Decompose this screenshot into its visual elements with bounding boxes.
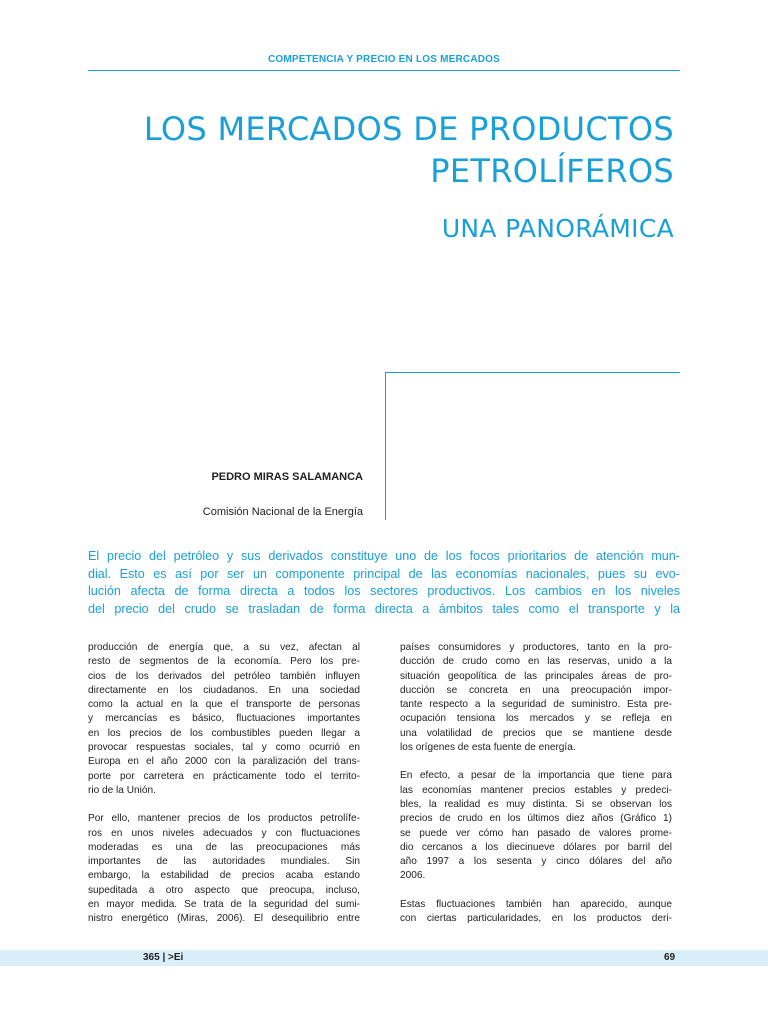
author-box-top-rule: [385, 372, 680, 373]
body-line: los orígenes de esta fuente de energía.: [400, 742, 576, 754]
body-line: 2006.: [400, 870, 426, 882]
body-line: Por ello, mantener precios de los productos petrolífe-: [88, 813, 360, 825]
body-line: embargo, la estabilidad de precios acaba estando: [88, 870, 360, 882]
article-title-line-2: PETROLÍFEROS: [430, 152, 674, 190]
header-rule: [88, 70, 680, 71]
lead-line: dial. Esto es así por ser un componente principal de las economías nacionales, pues su evo-: [88, 566, 680, 581]
body-line: ducción de crudo como en las reservas, unido a la: [400, 656, 672, 668]
body-line: y mercancías es básico, fluctuaciones importantes: [88, 713, 360, 725]
body-line: En efecto, a pesar de la importancia que tiene para: [400, 770, 672, 782]
body-line: Estas fluctuaciones también han aparecido, aunque: [400, 898, 672, 910]
body-paragraph: [400, 898, 672, 927]
page-number: 69: [664, 952, 676, 963]
body-line: situación geopolítica de las principales áreas de pro-: [400, 670, 672, 682]
body-line: provocar respuestas sociales, tal y como ocurrió en: [88, 742, 360, 754]
lead-paragraph: [88, 548, 680, 618]
body-paragraph: [400, 641, 672, 755]
lead-line: El precio del petróleo y sus derivados constituye uno de los focos prioritarios de atención mun-: [88, 549, 680, 563]
article-subtitle: UNA PANORÁMICA: [441, 214, 674, 243]
author-affiliation: Comisión Nacional de la Energía: [202, 506, 363, 518]
body-line: una volatilidad de precios que se mantiene desde: [400, 727, 672, 739]
section-header: COMPETENCIA Y PRECIO EN LOS MERCADOS: [267, 54, 501, 65]
body-column-right: [400, 641, 672, 940]
article-title-line-1: LOS MERCADOS DE PRODUCTOS: [143, 110, 674, 148]
body-paragraph: [88, 812, 360, 926]
body-line: se puede ver cómo han pasado de valores prome-: [400, 827, 672, 839]
body-line: en mayor medida. Se trata de la seguridad del sumi-: [88, 899, 360, 911]
body-paragraph: [88, 641, 360, 798]
body-line: año 1997 a los sesenta y cinco dólares del año: [400, 856, 672, 868]
body-line: porte por carretera en prácticamente todo el territo-: [88, 770, 360, 782]
footer-band: [0, 950, 768, 966]
body-line: supeditada a otro aspecto que preocupa, incluso,: [88, 884, 360, 896]
body-paragraph: [400, 769, 672, 883]
body-line: precios de crudo en los últimos diez años (Gráfico 1): [400, 813, 672, 825]
lead-line: lución afecta de forma directa a todos los sectores productivos. Los cambios en los niveles: [88, 584, 680, 598]
body-line: moderadas es una de las preocupaciones más: [88, 841, 360, 853]
body-line: bles, la realidad es muy distinta. Si se observan los: [400, 798, 672, 810]
body-line: importantes de las autoridades mundiales. Sin: [88, 856, 360, 868]
author-name: PEDRO MIRAS SALAMANCA: [211, 471, 363, 483]
footer-issue-label: 365 | >Ei: [143, 952, 184, 963]
body-line: países consumidores y productores, tanto en la pro-: [400, 642, 672, 653]
body-line: tante respecto a la seguridad de suministro. Esta pre-: [400, 699, 672, 711]
body-line: dio cercanos a los diecinueve dólares por barril del: [400, 841, 672, 853]
body-line: ocupación tensiona los mercados y se refleja en: [400, 713, 672, 725]
body-line: ros en unos niveles adecuados y con fluctuaciones: [88, 827, 360, 839]
body-line: las economías mantener precios estables y predeci-: [400, 784, 672, 796]
body-line: directamente en los ciudadanos. En una sociedad: [88, 684, 360, 696]
lead-line: del precio del crudo se trasladan de forma directa a ámbitos tales como el transporte y la: [88, 601, 680, 616]
body-line: rio de la Unión.: [88, 784, 156, 796]
body-line: como la actual en la que el transporte de personas: [88, 699, 360, 711]
body-line: nistro energético (Miras, 2006). El desequilibrio entre: [88, 913, 360, 925]
author-box-left-rule: [385, 372, 386, 520]
body-line: resto de segmentos de la economía. Pero los pre-: [88, 656, 360, 668]
body-line: producción de energía que, a su vez, afectan al: [88, 642, 360, 653]
body-line: con ciertas particularidades, en los productos deri-: [400, 913, 672, 925]
body-line: cios de los derivados del petróleo también influyen: [88, 670, 360, 682]
body-column-left: [88, 641, 360, 941]
body-line: en los precios de los combustibles pueden llegar a: [88, 727, 360, 739]
body-line: Europa en el año 2000 con la paralización del trans-: [88, 756, 360, 768]
body-line: ducción se concreta en una preocupación impor-: [400, 684, 672, 696]
